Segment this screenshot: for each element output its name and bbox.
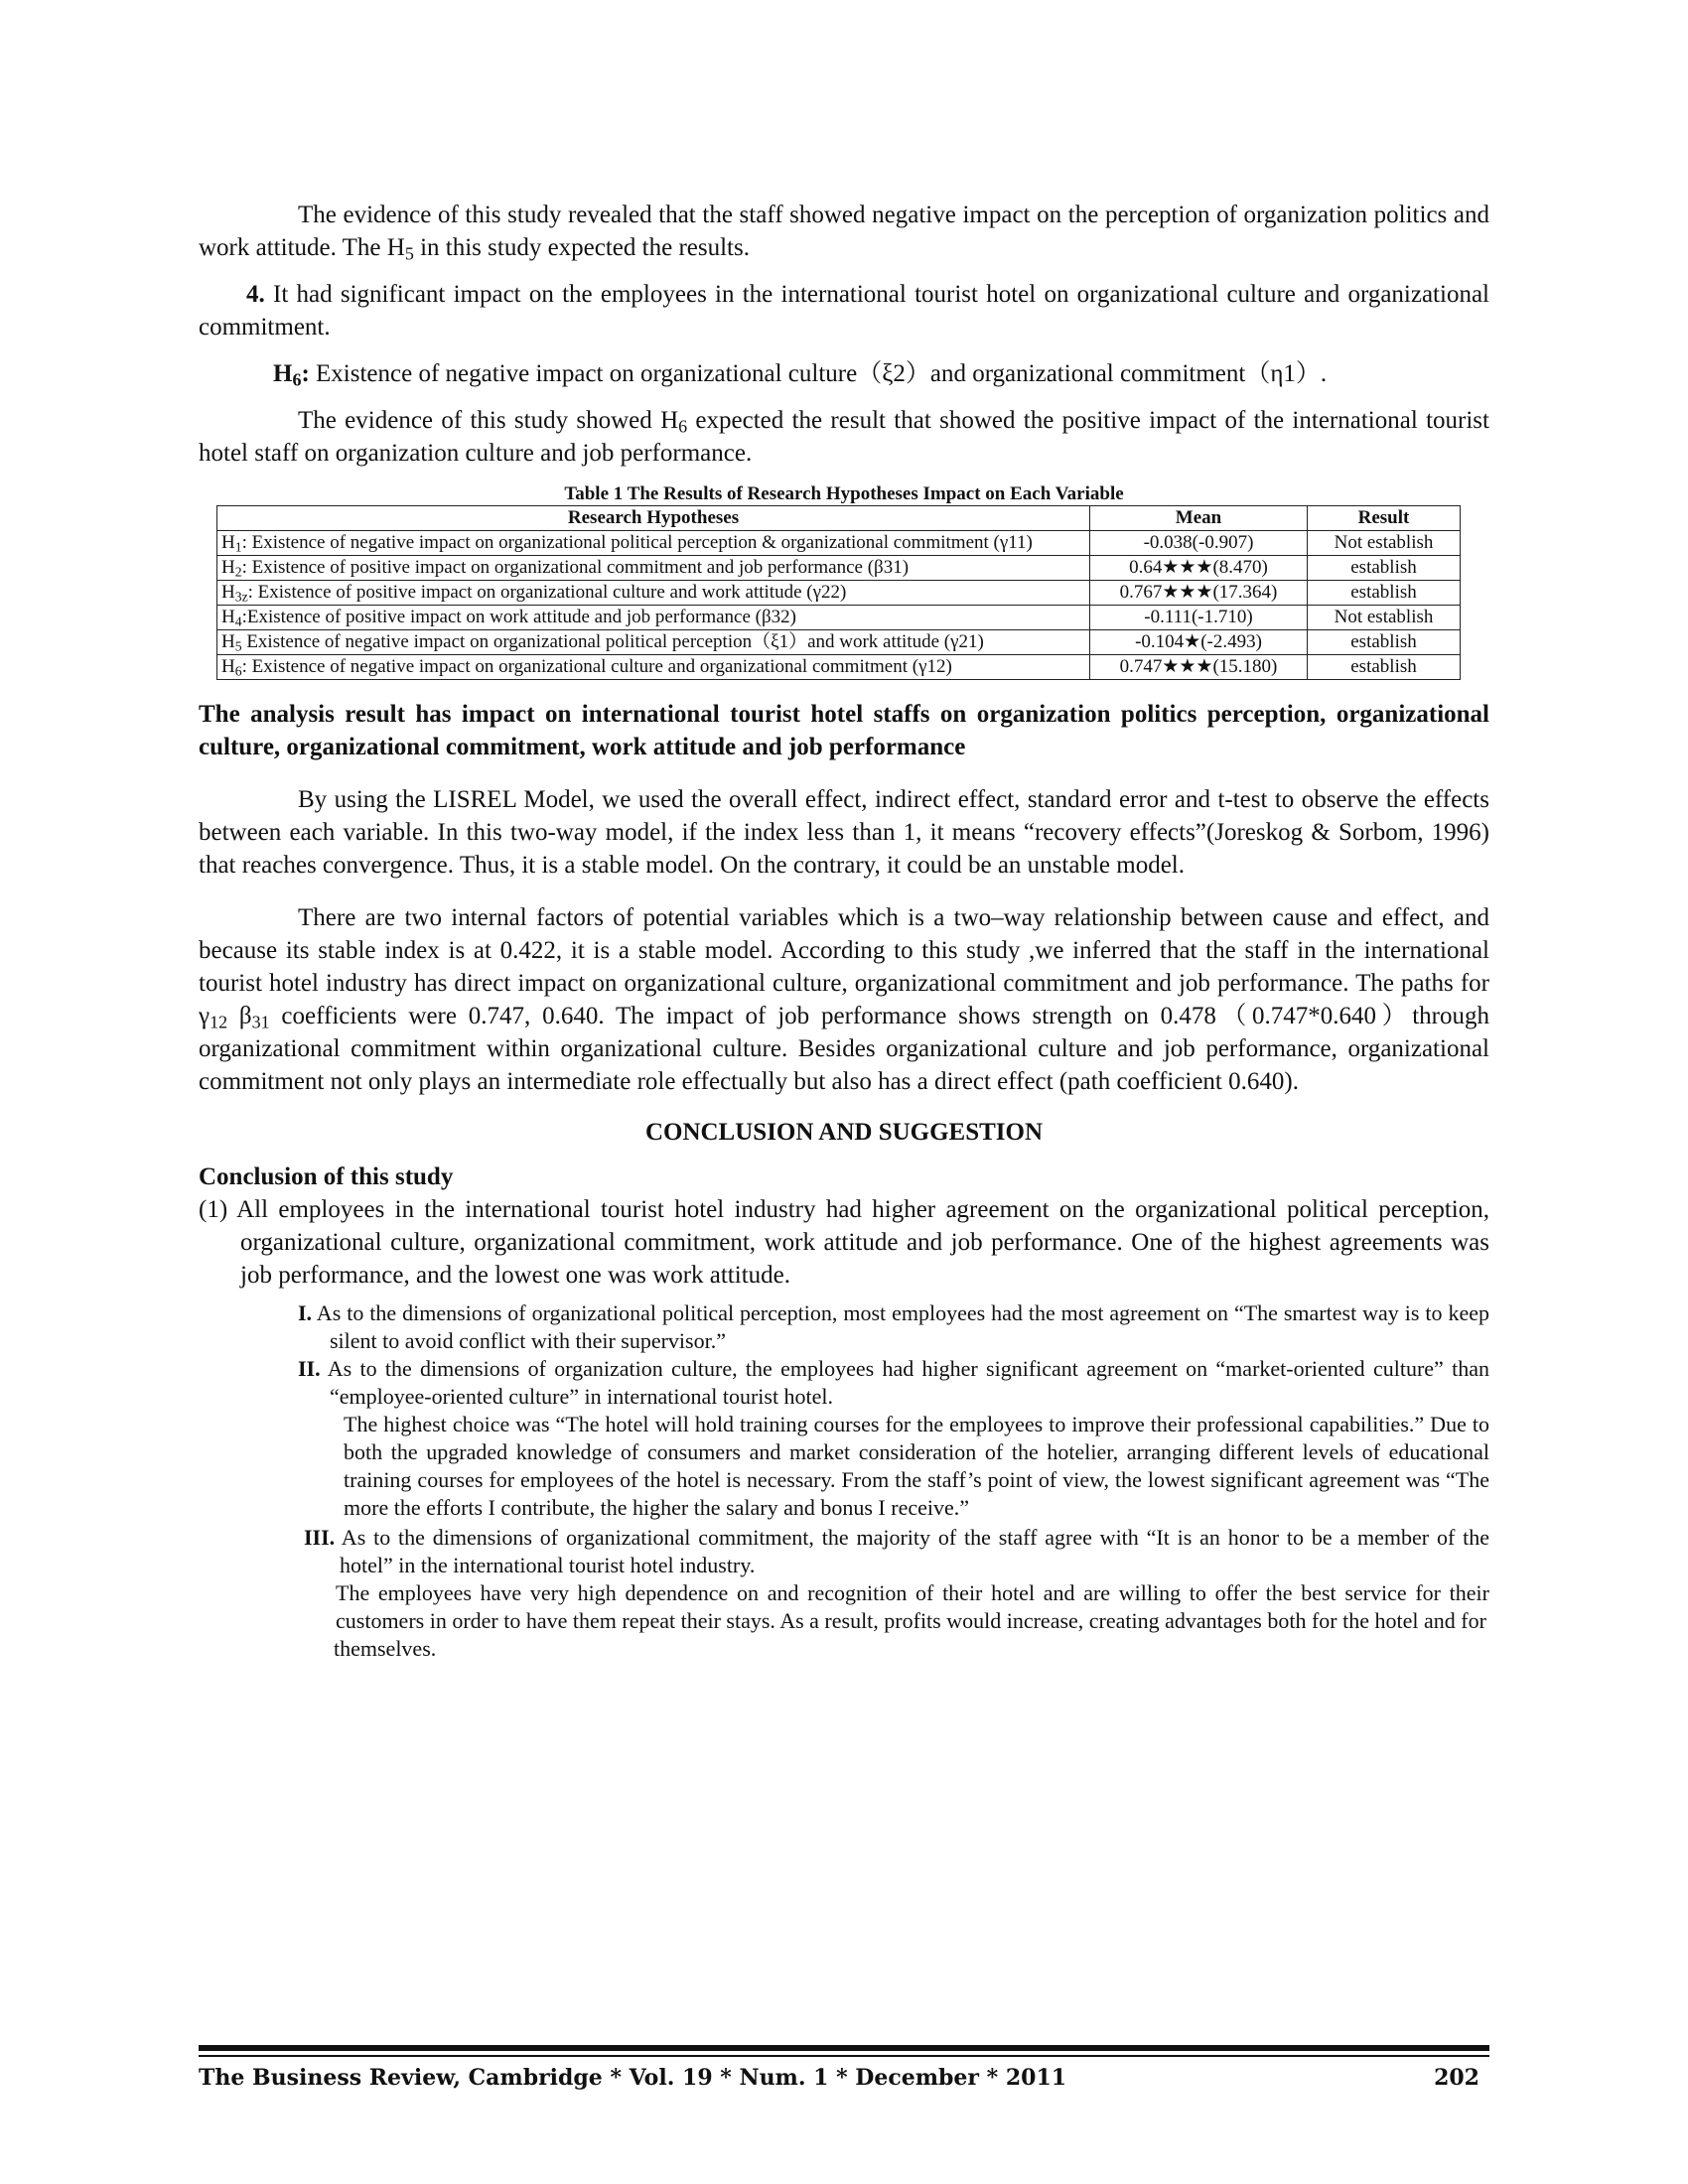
paragraph-lisrel: By using the LISREL Model, we used the overall effect, indirect effect, standard error and t-test to observe the effects between each variable. In this two-way model, if the index less than 1, it means “recovery effects”(Joreskog & Sorbom, 1996) that reaches convergence. Thus, it is a stable model. On the contrary, it could be an unstable model. <box>199 786 1489 879</box>
section-title: CONCLUSION AND SUGGESTION <box>644 1119 1044 1146</box>
hypothesis-cell: $H_4:Existence$ of positive impact on work attitude and job performance (β32) <box>217 606 1090 630</box>
hypothesis-cell: $H_{3z}$: Existence of positive impact on organizational culture and work attitude (γ22) <box>217 581 1090 606</box>
page-number: 202 <box>1434 2065 1479 2091</box>
list-item-number: 4. <box>246 281 265 308</box>
table-row <box>217 581 1461 606</box>
mean-cell: -0.038(-0.907) <box>1090 531 1308 556</box>
conclusion-point-iii-end: themselves. <box>334 1636 437 1661</box>
paragraph-internal-factors: There are two internal factors of potential variables which is a two–way relationship between cause and effect, and because its stable index is at 0.422, it is a stable model. According to this study ,we inferred that the staff in the international tourist hotel industry has direct impact on organizational culture, organizational commitment and job performance. The paths for $\gamma_{12}$ $\beta_{31}$ coefficients were 0.747, 0.640. The impact of job performance shows strength on 0.478（0.747*0.640）through organizational commitment within organizational culture. Besides organizational culture and job performance, organizational commitment not only plays an intermediate role effectually but also has a direct effect (path coefficient 0.640). <box>199 904 1489 1095</box>
result-cell: establish <box>1308 655 1461 680</box>
table-row <box>217 630 1461 655</box>
page-content <box>199 199 1489 1663</box>
page-footer <box>199 2065 1479 2091</box>
column-header-result: Result <box>1308 506 1461 531</box>
result-cell: Not establish <box>1308 531 1461 556</box>
analysis-heading: The analysis result has impact on international tourist hotel staffs on organization politics perception, organizational culture, organizational commitment, work attitude and job performance <box>199 701 1489 760</box>
hypothesis-cell: $H_1$: Existence of negative impact on organizational political perception & organizational commitment (γ11) <box>217 531 1090 556</box>
table-row <box>217 556 1461 581</box>
mean-cell: 0.64★★★(8.470) <box>1090 556 1308 581</box>
table-caption: Table 1 The Results of Research Hypotheses Impact on Each Variable <box>564 483 1124 504</box>
hypothesis-h6: $H_6$: Existence of negative impact on organizational culture（ξ2）and organizational commitment（η1）. <box>273 360 1328 390</box>
conclusion-point-ii-detail: The highest choice was “The hotel will hold training courses for the employees to improve their professional capabilities.” Due to both the upgraded knowledge of consumers and market consideration of the hotelier, arranging different levels of educational training courses for employees of the hotel is necessary. From the staff’s point of view, the lowest significant agreement was “The more the efforts I contribute, the higher the salary and bonus I receive.” <box>344 1412 1489 1520</box>
hypothesis-cell: $H_2$: Existence of positive impact on organizational commitment and job performance (β31) <box>217 556 1090 581</box>
table-header-row <box>217 506 1461 531</box>
mean-cell: 0.747★★★(15.180) <box>1090 655 1308 680</box>
column-header-hypotheses: Research Hypotheses <box>217 506 1090 531</box>
hypothesis-cell: $H_5$ Existence of negative impact on organizational political perception（ξ1）and work attitude (γ21) <box>217 630 1090 655</box>
result-cell: establish <box>1308 581 1461 606</box>
conclusion-point-i: I. As to the dimensions of organizational political perception, most employees had the most agreement on “The smartest way is to keep silent to avoid conflict with their supervisor.” <box>298 1300 1489 1353</box>
conclusion-point-iii-detail: The employees have very high dependence on and recognition of their hotel and are willing to offer the best service for their customers in order to have them repeat their stays. As a result, profits would increase, creating advantages both for the hotel and for <box>336 1580 1489 1633</box>
mean-cell: -0.104★(-2.493) <box>1090 630 1308 655</box>
paragraph-evidence-h6: The evidence of this study showed $H_6$ expected the result that showed the positive impact of the international tourist hotel staff on organization culture and job performance. <box>199 407 1489 467</box>
hypothesis-cell: $H_6$: Existence of negative impact on organizational culture and organizational commitment (γ12) <box>217 655 1090 680</box>
conclusion-item-1: (1) All employees in the international tourist hotel industry had higher agreement on the organizational political perception, organizational culture, organizational commitment, work attitude and job performance. One of the highest agreements was job performance, and the lowest one was work attitude. <box>199 1196 1489 1289</box>
conclusion-point-iii: III. As to the dimensions of organizational commitment, the majority of the staff agree with “It is an honor to be a member of the hotel” in the international tourist hotel industry. <box>304 1525 1489 1577</box>
hypotheses-results-table <box>216 505 1461 680</box>
footer-rule-thin <box>199 2055 1489 2057</box>
table-row <box>217 531 1461 556</box>
result-cell: Not establish <box>1308 606 1461 630</box>
table-row <box>217 606 1461 630</box>
subsection-title: Conclusion of this study <box>199 1163 454 1190</box>
list-item-4: 4. It had significant impact on the employees in the international tourist hotel on organizational culture and organizational commitment. <box>199 281 1489 341</box>
result-cell: establish <box>1308 556 1461 581</box>
paragraph-evidence-h5: The evidence of this study revealed that the staff showed negative impact on the perception of organization politics and work attitude. The $H_5$ in this study expected the results. <box>199 202 1489 264</box>
conclusion-point-ii: II. As to the dimensions of organization culture, the employees had higher significant agreement on “market-oriented culture” than “employee-oriented culture” in international tourist hotel. <box>298 1356 1489 1409</box>
column-header-mean: Mean <box>1090 506 1308 531</box>
footer-rule <box>199 2045 1489 2051</box>
result-cell: establish <box>1308 630 1461 655</box>
table-row <box>217 655 1461 680</box>
mean-cell: -0.111(-1.710) <box>1090 606 1308 630</box>
mean-cell: 0.767★★★(17.364) <box>1090 581 1308 606</box>
journal-citation: The Business Review, Cambridge * Vol. 19 * Num. 1 * December * 2011 <box>199 2065 1067 2091</box>
